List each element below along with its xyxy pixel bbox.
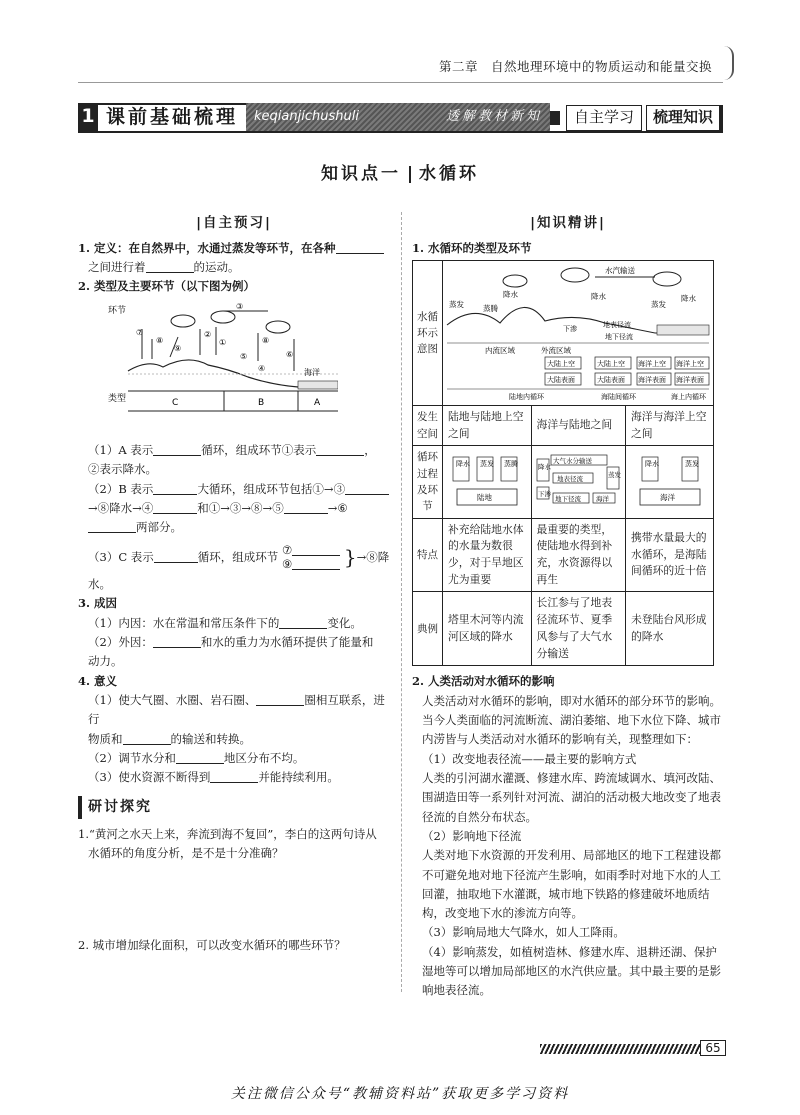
svg-text:④: ④ bbox=[258, 363, 266, 373]
land-cycle-diagram bbox=[447, 453, 527, 511]
svg-text:大陆表面: 大陆表面 bbox=[597, 375, 625, 384]
svg-text:陆地内循环: 陆地内循环 bbox=[509, 392, 544, 401]
r2-paragraph-3: 人类对地下水资源的开发利用、局部地区的地下工程建设都不可避免地对地下径流产生影响，如雨季时对地下水的人工回灌，抽取地下水灌溉，城市地下铁路的修建破坏地质结构，改变地下水的渗流方向等。 bbox=[422, 848, 721, 921]
left-column bbox=[78, 212, 390, 955]
banner-number: 1 bbox=[78, 103, 98, 131]
column-divider bbox=[401, 212, 402, 992]
blank[interactable] bbox=[88, 521, 136, 533]
table-row bbox=[413, 405, 714, 445]
svg-text:③: ③ bbox=[236, 301, 244, 311]
svg-text:内流区域: 内流区域 bbox=[485, 345, 515, 355]
blank[interactable] bbox=[284, 502, 328, 514]
header-rule bbox=[78, 82, 723, 83]
svg-text:外流区域: 外流区域 bbox=[541, 345, 571, 355]
page-number: 65 bbox=[700, 1040, 726, 1056]
svg-text:⑥: ⑥ bbox=[286, 349, 294, 359]
svg-text:蒸腾: 蒸腾 bbox=[503, 459, 518, 468]
table-cell: 长江参与了地表径流环节、夏季风参与了大气水分输送 bbox=[531, 592, 625, 666]
svg-text:⑧: ⑧ bbox=[262, 335, 270, 345]
discuss-q1-line1: 1.“黄河之水天上来，奔流到海不复回”，李白的这两句诗从 bbox=[78, 827, 377, 842]
table-cell: 海洋与陆地之间 bbox=[531, 405, 625, 445]
svg-text:蒸发: 蒸发 bbox=[479, 459, 494, 468]
svg-text:海陆间循环: 海陆间循环 bbox=[601, 392, 636, 401]
section-banner bbox=[78, 103, 723, 133]
svg-text:地下径流: 地下径流 bbox=[605, 332, 633, 341]
blank[interactable] bbox=[176, 752, 224, 764]
table-cell: 塔里木河等内流河区域的降水 bbox=[443, 592, 532, 666]
blank[interactable] bbox=[345, 483, 389, 495]
q2-2-line1: （2）B 表示 大循环，组成环节包括①→③ bbox=[78, 480, 390, 499]
banner-pinyin-text: keqianjichushuli bbox=[254, 109, 359, 125]
water-cycle-figure-cell bbox=[443, 260, 714, 405]
blank[interactable] bbox=[292, 544, 340, 556]
svg-text:海洋: 海洋 bbox=[659, 492, 675, 502]
chapter-bracket-decoration bbox=[724, 46, 734, 80]
preview-heading: |自主预习| bbox=[196, 215, 272, 231]
table-row bbox=[413, 446, 714, 518]
svg-text:海洋表面: 海洋表面 bbox=[676, 375, 704, 384]
svg-text:①: ① bbox=[219, 337, 227, 347]
q1-line1: 1. 定义：在自然界中，水通过蒸发等环节，在各种 bbox=[78, 239, 390, 258]
q4-1-line2: 物质和 的输送和转换。 bbox=[88, 731, 251, 746]
table-cell: 未登陆台风形成的降水 bbox=[626, 592, 714, 666]
svg-text:大陆上空: 大陆上空 bbox=[547, 359, 575, 368]
knowledge-point-topic: 水循环 bbox=[419, 164, 479, 184]
svg-text:海洋上空: 海洋上空 bbox=[676, 359, 704, 368]
diagram-link-label: 环节 bbox=[108, 305, 127, 316]
svg-text:大陆上空: 大陆上空 bbox=[597, 359, 625, 368]
footer-note: 关注微信公众号“教辅资料站”获取更多学习资料 bbox=[230, 1086, 570, 1102]
svg-text:海洋: 海洋 bbox=[304, 367, 320, 377]
svg-text:⑤: ⑤ bbox=[240, 351, 248, 361]
blank[interactable] bbox=[123, 733, 171, 745]
svg-text:陆地: 陆地 bbox=[476, 492, 492, 502]
blank[interactable] bbox=[154, 551, 198, 563]
svg-text:大陆表面: 大陆表面 bbox=[547, 375, 575, 384]
process-sea-land-cell bbox=[531, 446, 625, 518]
q2-3-line: （3）C 表示 循环，组成环节 ⑦ ⑨ }→⑧降水。 bbox=[88, 543, 390, 592]
discuss-heading: 研讨探究 bbox=[78, 796, 390, 820]
svg-text:降水: 降水 bbox=[681, 293, 696, 303]
svg-text:海洋: 海洋 bbox=[596, 494, 610, 503]
discuss-q1-line2: 水循环的角度分析，是不是十分准确？ bbox=[88, 846, 284, 861]
blank[interactable] bbox=[153, 502, 197, 514]
q4-2: （2）调节水分和 地区分布不均。 bbox=[88, 750, 305, 765]
svg-text:水汽输送: 水汽输送 bbox=[605, 265, 635, 275]
blank[interactable] bbox=[336, 242, 384, 254]
water-cycle-table bbox=[412, 260, 714, 666]
svg-text:蒸发: 蒸发 bbox=[684, 459, 699, 468]
knowledge-point-label: 知识点一 bbox=[321, 164, 401, 184]
svg-text:地表径流: 地表径流 bbox=[603, 320, 631, 329]
q3-1: （1）内因：水在常温和常压条件下的 变化。 bbox=[88, 615, 362, 630]
water-cycle-figure bbox=[445, 263, 711, 403]
table-cell: 补充给陆地水体的水量为数很少，对于旱地区尤为重要 bbox=[443, 518, 532, 592]
row-head-process: 循环过程及环节 bbox=[413, 446, 443, 518]
svg-text:海洋上空: 海洋上空 bbox=[638, 359, 666, 368]
blank[interactable] bbox=[146, 261, 194, 273]
svg-text:⑨: ⑨ bbox=[174, 343, 182, 353]
svg-text:A: A bbox=[314, 397, 321, 408]
ocean-shape bbox=[298, 381, 338, 389]
sea-cycle-diagram bbox=[630, 453, 710, 511]
sea-land-cycle-diagram bbox=[535, 453, 621, 511]
cloud-icon bbox=[171, 315, 195, 327]
table-cell: 最重要的类型，使陆地水得到补充，水资源得以再生 bbox=[531, 518, 625, 592]
q1-line2: 之间进行着 的运动。 bbox=[88, 259, 240, 274]
svg-text:蒸发: 蒸发 bbox=[608, 470, 622, 479]
table-cell: 陆地与陆地上空之间 bbox=[443, 405, 532, 445]
blank[interactable] bbox=[256, 694, 304, 706]
discuss-q2: 2. 城市增加绿化面积，可以改变水循环的哪些环节？ bbox=[78, 937, 346, 952]
r1-heading: 1. 水循环的类型及环节 bbox=[412, 240, 532, 255]
table-row bbox=[413, 592, 714, 666]
r2-paragraph-2: 人类的引河湖水灌溉、修建水库、跨流域调水、填河改陆、围湖造田等一系列针对河流、湖泊的活动极大地改变了地表径流的自然分布状态。 bbox=[422, 770, 721, 824]
cloud-icon bbox=[211, 311, 235, 323]
process-land-cell bbox=[443, 446, 532, 518]
cloud-icon bbox=[653, 272, 681, 286]
q2-1-line1: （1）A 表示 循环，组成环节①表示 ， bbox=[88, 442, 376, 457]
banner-square-icon bbox=[550, 111, 560, 125]
blank[interactable] bbox=[153, 483, 197, 495]
q2-heading: 2. 类型及主要环节（以下图为例） bbox=[78, 279, 256, 294]
svg-text:C: C bbox=[172, 397, 179, 408]
process-sea-cell bbox=[626, 446, 714, 518]
svg-text:蒸发: 蒸发 bbox=[449, 299, 464, 309]
r2-subhead-4: （4）影响蒸发，如植树造林、修建水库、退耕还湖、保护湿地等可以增加局部地区的水汽供应量。其中最主要的是影响地表径流。 bbox=[422, 944, 721, 998]
svg-text:海洋表面: 海洋表面 bbox=[638, 375, 666, 384]
water-cycle-type-diagram bbox=[108, 299, 338, 427]
cloud-icon bbox=[266, 321, 290, 333]
svg-text:地表径流: 地表径流 bbox=[557, 474, 584, 483]
row-head-feature: 特点 bbox=[413, 518, 443, 592]
q4-heading: 4. 意义 bbox=[78, 673, 118, 688]
chapter-header: 第二章 自然地理环境中的物质运动和能量交换 bbox=[438, 59, 712, 74]
knowledge-point-title bbox=[0, 160, 800, 189]
r2-paragraph-1: 人类活动对水循环的影响，即对水循环的部分环节的影响。当今人类面临的河流断流、湖泊萎缩、地下水位下降、城市内涝皆与人类活动对水循环的影响有关，现整理如下： bbox=[422, 693, 721, 747]
r2-heading: 2. 人类活动对水循环的影响 bbox=[412, 674, 555, 689]
r2-subhead-3: （3）影响局地大气降水，如人工降雨。 bbox=[422, 925, 625, 940]
table-row bbox=[413, 518, 714, 592]
table-cell: 携带水量最大的水循环，是海陆间循环的近十倍 bbox=[626, 518, 714, 592]
q3-2-line2: 动力。 bbox=[88, 654, 123, 669]
q2-1-line2: ②表示降水。 bbox=[88, 462, 157, 477]
row-head-example: 典例 bbox=[413, 592, 443, 666]
banner-title: 课前基础梳理 bbox=[98, 103, 246, 131]
cloud-icon bbox=[503, 275, 527, 287]
banner-tag: 梳理知识 bbox=[646, 105, 723, 131]
row-head-diagram: 水循环示意图 bbox=[413, 260, 443, 405]
blank[interactable] bbox=[279, 617, 327, 629]
svg-text:降水: 降水 bbox=[644, 459, 659, 468]
right-column bbox=[412, 212, 724, 1001]
svg-text:海上内循环: 海上内循环 bbox=[671, 392, 706, 401]
q2-2-line3: 两部分。 bbox=[78, 518, 390, 537]
blank[interactable] bbox=[316, 444, 364, 456]
blank[interactable] bbox=[292, 558, 340, 570]
q3-heading: 3. 成因 bbox=[78, 596, 118, 611]
table-row bbox=[413, 260, 714, 405]
footer-hatch-decoration bbox=[540, 1044, 700, 1054]
diagram-type-label: 类型 bbox=[108, 393, 127, 404]
title-separator bbox=[409, 166, 411, 183]
q4-1-line1: （1）使大气圈、水圈、岩石圈、 圈相互联系，进行 bbox=[88, 692, 385, 727]
svg-text:⑦: ⑦ bbox=[136, 327, 144, 337]
q3-2-line1: （2）外因： 和水的重力为水循环提供了能量和 bbox=[88, 635, 374, 650]
q2-2-line2: →⑧降水→④ 和①→③→⑧→⑤ →⑥ bbox=[88, 500, 348, 515]
svg-text:蒸腾: 蒸腾 bbox=[483, 303, 498, 313]
svg-text:②: ② bbox=[204, 329, 212, 339]
r2-subhead-1: （1）改变地表径流——最主要的影响方式 bbox=[422, 751, 637, 766]
svg-text:降水: 降水 bbox=[538, 462, 552, 471]
cloud-icon bbox=[561, 268, 589, 282]
table-cell: 海洋与海洋上空之间 bbox=[626, 405, 714, 445]
banner-pinyin bbox=[246, 103, 550, 131]
svg-text:地下径流: 地下径流 bbox=[555, 494, 582, 503]
q4-3: （3）使水资源不断得到 并能持续利用。 bbox=[88, 770, 339, 785]
blank[interactable] bbox=[153, 444, 201, 456]
row-head-space: 发生空间 bbox=[413, 405, 443, 445]
banner-self-study: 自主学习 bbox=[566, 105, 642, 131]
blank[interactable] bbox=[210, 771, 258, 783]
svg-text:降水: 降水 bbox=[455, 459, 470, 468]
svg-text:下渗: 下渗 bbox=[563, 324, 577, 333]
banner-slogan: 透解教材新知 bbox=[445, 109, 542, 125]
svg-text:下渗: 下渗 bbox=[538, 489, 552, 498]
explain-heading: |知识精讲| bbox=[530, 215, 606, 231]
svg-text:蒸发: 蒸发 bbox=[651, 299, 666, 309]
blank[interactable] bbox=[153, 636, 201, 648]
svg-text:降水: 降水 bbox=[591, 291, 606, 301]
svg-text:大气水分输送: 大气水分输送 bbox=[553, 456, 593, 465]
svg-text:降水: 降水 bbox=[503, 289, 518, 299]
svg-text:⑧: ⑧ bbox=[156, 335, 164, 345]
r2-subhead-2: （2）影响地下径流 bbox=[422, 828, 522, 843]
svg-text:B: B bbox=[258, 397, 265, 408]
